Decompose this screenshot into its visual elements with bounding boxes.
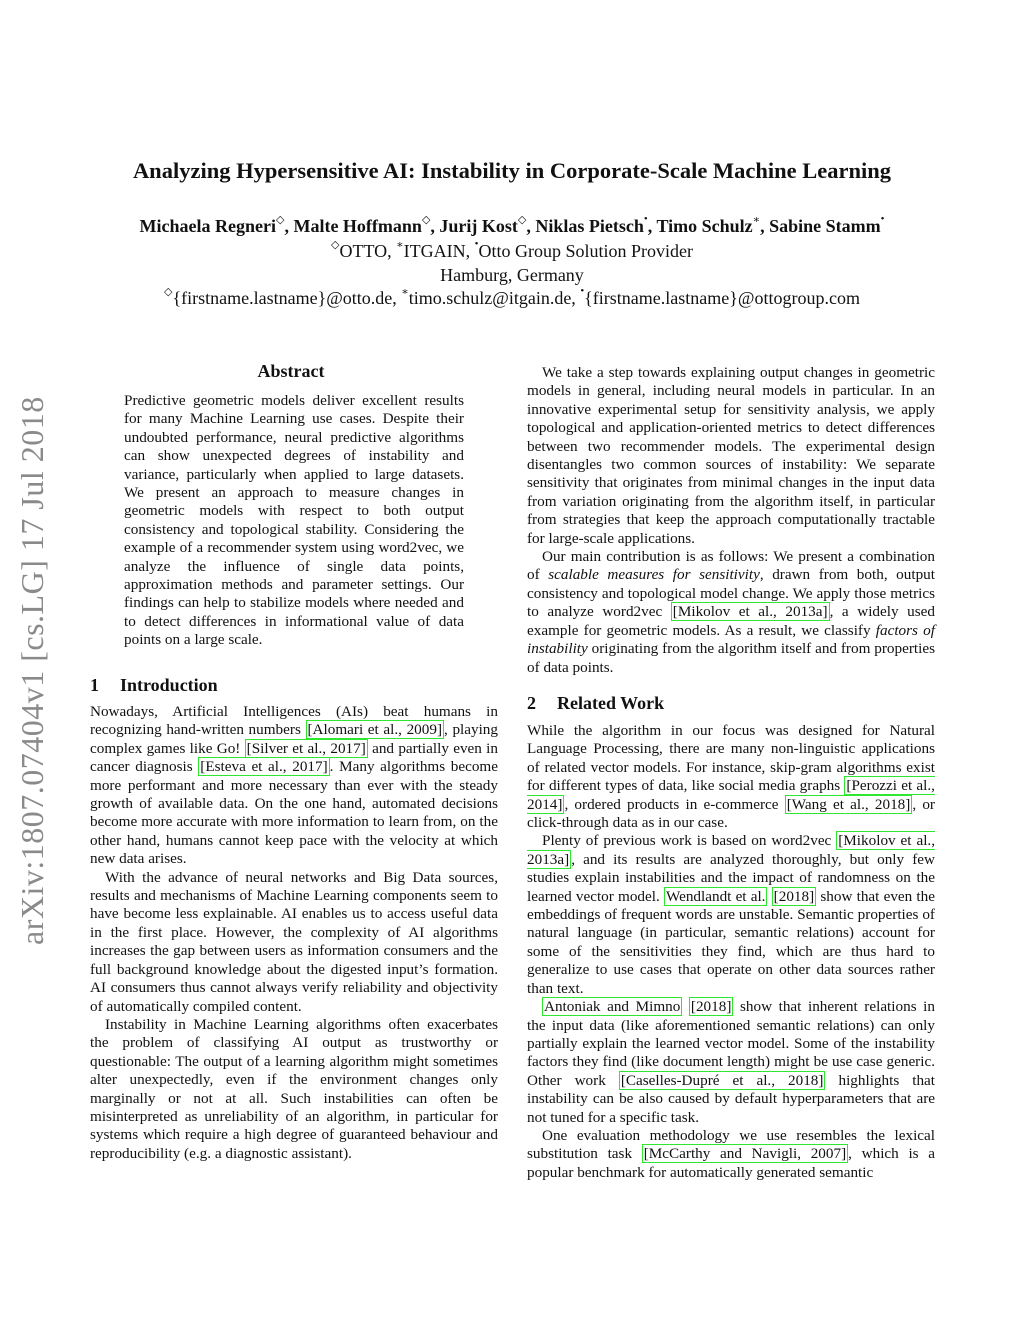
author: Niklas Pietsch [535, 216, 644, 236]
emails: ◇{firstname.lastname}@otto.de, ∗timo.schulz@itgain.de, •{firstname.lastname}@ottogroup.com [164, 285, 860, 308]
citation-link[interactable]: [Esteva et al., 2017] [200, 758, 328, 776]
citation-link[interactable]: [Wang et al., 2018] [786, 795, 911, 813]
introduction-text: Nowadays, Artificial Intelligences (AIs) beat humans in recognizing hand-written numbers [Alomari et al., 2009] , playing complex games like Go! [Silver et al., 2017] and partially even in cancer diagnosis [Esteva et al., 2017] . Many algorithms become more performant and more necessary than ever with the steady growth of available data. On the one hand, automated decisions become more accurate with more information to learn from, on the other hand, humans cannot keep pace with the velocity at which new data arises. With the advance of neural networks and Big Data sources, results and mechanisms of Machine Learning components seem to have become less explainable. AI enables us to access useful data in the first place. However, the complexity of AI algorithms increases the gap between users as information consumers and the full background knowledge about the digested input’s formation. AI consumers thus cannot always verify reliability and objectivity of automatically compiled content. Instability in Machine Learning algorithms often exacerbates the problem of classifying AI output as trustworthy or questionable: The output of a learning algorithm might sometimes alter unexpectedly, even if the environment changes only marginally or not at all. Such instabilities can often be misinterpreted as unreliability of an algorithm, in particular for systems which require a high degree of guaranteed behaviour and reproducibility (e.g. a diagnostic assistant). [90, 703, 498, 1162]
location: Hamburg, Germany [440, 265, 584, 285]
abstract-text: Predictive geometric models deliver excellent results for many Machine Learning use cases. Despite their undoubted performance, neural predictive algorithms can show unexpected degrees of instability and variance, particularly when applied to large datasets. We present an approach to measure changes in geometric models with respect to both output consistency and topological stability. Considering the example of a recommender system using word2vec, we analyze the influence of single data points, approximation methods and parameter settings. Our findings can help to stabilize models where needed and to detect differences in informational value of data points on a large scale. [124, 392, 464, 649]
citation-link[interactable]: Antoniak and Mimno [544, 998, 681, 1016]
author-list: Michaela Regneri◇, Malte Hoffmann◇, Jurij Kost◇, Niklas Pietsch•, Timo Schulz∗, Sabine Stamm• [139, 213, 885, 236]
author: Michaela Regneri [139, 216, 276, 236]
citation-link[interactable]: [Perozzi et al., 2014] [527, 777, 935, 813]
paper-title: Analyzing Hypersensitive AI: Instability in Corporate-Scale Machine Learning [132, 158, 892, 183]
citation-link[interactable]: [Caselles-Dupré et al., 2018] [620, 1071, 824, 1089]
citation-link[interactable]: [2018] [690, 998, 732, 1016]
author: Sabine Stamm [769, 216, 881, 236]
author: Malte Hoffmann [293, 216, 422, 236]
citation-link[interactable]: [Mikolov et al., 2013a] [527, 832, 936, 868]
section-heading-related-work: 2 Related Work [527, 693, 665, 713]
citation-link[interactable]: [Silver et al., 2017] [246, 739, 366, 757]
section-heading-introduction: 1 Introduction [90, 675, 218, 695]
affiliations: ◇OTTO, ∗ITGAIN, •Otto Group Solution Provider [331, 238, 693, 261]
citation-link[interactable]: [Mikolov et al., 2013a] [672, 603, 828, 621]
citation-link[interactable]: Wendlandt et al. [665, 887, 766, 905]
citation-link[interactable]: [Alomari et al., 2009] [307, 721, 443, 739]
author: Timo Schulz [656, 216, 753, 236]
abstract-heading: Abstract [257, 361, 325, 381]
intro-continued-text: We take a step towards explaining output changes in geometric models in general, including neural models in particular. In an innovative experimental setup for sensitivity analysis, we apply topological and application-oriented metrics to detect differences between two recommender models. The experimental design disentangles two common sources of instability: We separate sensitivity that originates from minimal changes in the input data from variation originating from the algorithm itself, in particular from strategies that keep the approach computationally tractable for large-scale applications. Our main contribution is as follows: We present a combination of scalable measures for sensitivity, drawn from both, output consistency and topological model change. We apply those metrics to analyze word2vec [Mikolov et al., 2013a] , a widely used example for geometric models. As a result, we classify factors of instability originating from the algorithm itself and from properties of data points. [527, 364, 935, 676]
citation-link[interactable]: [2018] [773, 887, 815, 905]
arxiv-identifier[interactable]: arXiv:1807.07404v1 [cs.LG] 17 Jul 2018 [14, 396, 50, 945]
citation-link[interactable]: [McCarthy and Navigli, 2007] [643, 1145, 847, 1163]
related-work-text: While the algorithm in our focus was designed for Natural Language Processing, there are many non-linguistic applications of related vector models. For instance, skip-gram algorithms exist for different types of data, like social media graphs [Perozzi et al., 2014] , ordered products in e-commerce [Wang et al., 2018] , or click-through data as in our case. Plenty of previous work is based on word2vec [Mikolov et al., 2013a] , and its results are analyzed thoroughly, but only few studies explain instabilities and the impact of randomness on the learned vector model. Wendlandt et al. [2018] show that even the embeddings of frequent words are unstable. Semantic properties of natural language (in particular, semantic relations) account for some of the sensitivities they find, which are thus hard to generalize to use cases that operate on other data sources rather than text. Antoniak and Mimno [2018] show that inherent relations in the input data (like aforementioned semantic relations) can only partially explain the learned vector model. Some of the instability factors they find (like document length) might be use case generic. Other work [Caselles-Dupré et al., 2018] highlights that instability can be also caused by default hyperparameters that are not tuned for a specific task. One evaluation methodology we use resembles the lexical substitution task [McCarthy and Navigli, 2007] , which is a popular benchmark for automatically generated semantic [527, 722, 936, 1181]
author: Jurij Kost [439, 216, 518, 236]
